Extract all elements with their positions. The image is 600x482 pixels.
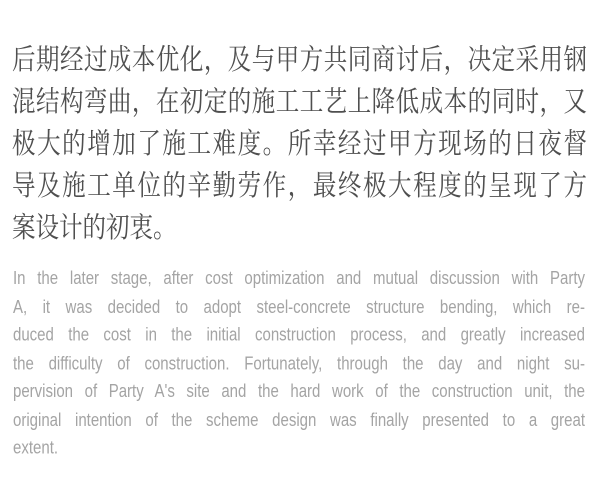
chinese-text-line: 案设计的初衷。 [12,211,177,244]
chinese-text-line: 后期经过成本优化，及与甲方共同商讨后，决定采用钢 [12,43,587,75]
english-text-line: original intention of the scheme design was finally presented to a great [13,409,585,430]
chinese-text-line: 导及施工单位的辛勤劳作，最终极大程度的呈现了方 [12,169,587,201]
chinese-paragraph [12,39,587,249]
english-text-line: the difficulty of construction. Fortunately, through the day and night su- [13,353,585,374]
english-text-line: duced the cost in the initial construction process, and greatly increased [13,325,585,346]
english-paragraph [13,265,585,462]
chinese-text-line: 极大的增加了施工难度。所幸经过甲方现场的日夜督 [12,127,587,159]
english-text-line: extent. [13,437,59,459]
english-text-line: In the later stage, after cost optimization and mutual discussion with Party [13,268,585,289]
chinese-text-line: 混结构弯曲，在初定的施工工艺上降低成本的同时，又 [12,85,587,117]
english-text-line: A, it was decided to adopt steel-concrete structure bending, which re- [13,296,585,318]
english-text-line: pervision of Party A's site and the hard work of the construction unit, the [13,381,585,402]
